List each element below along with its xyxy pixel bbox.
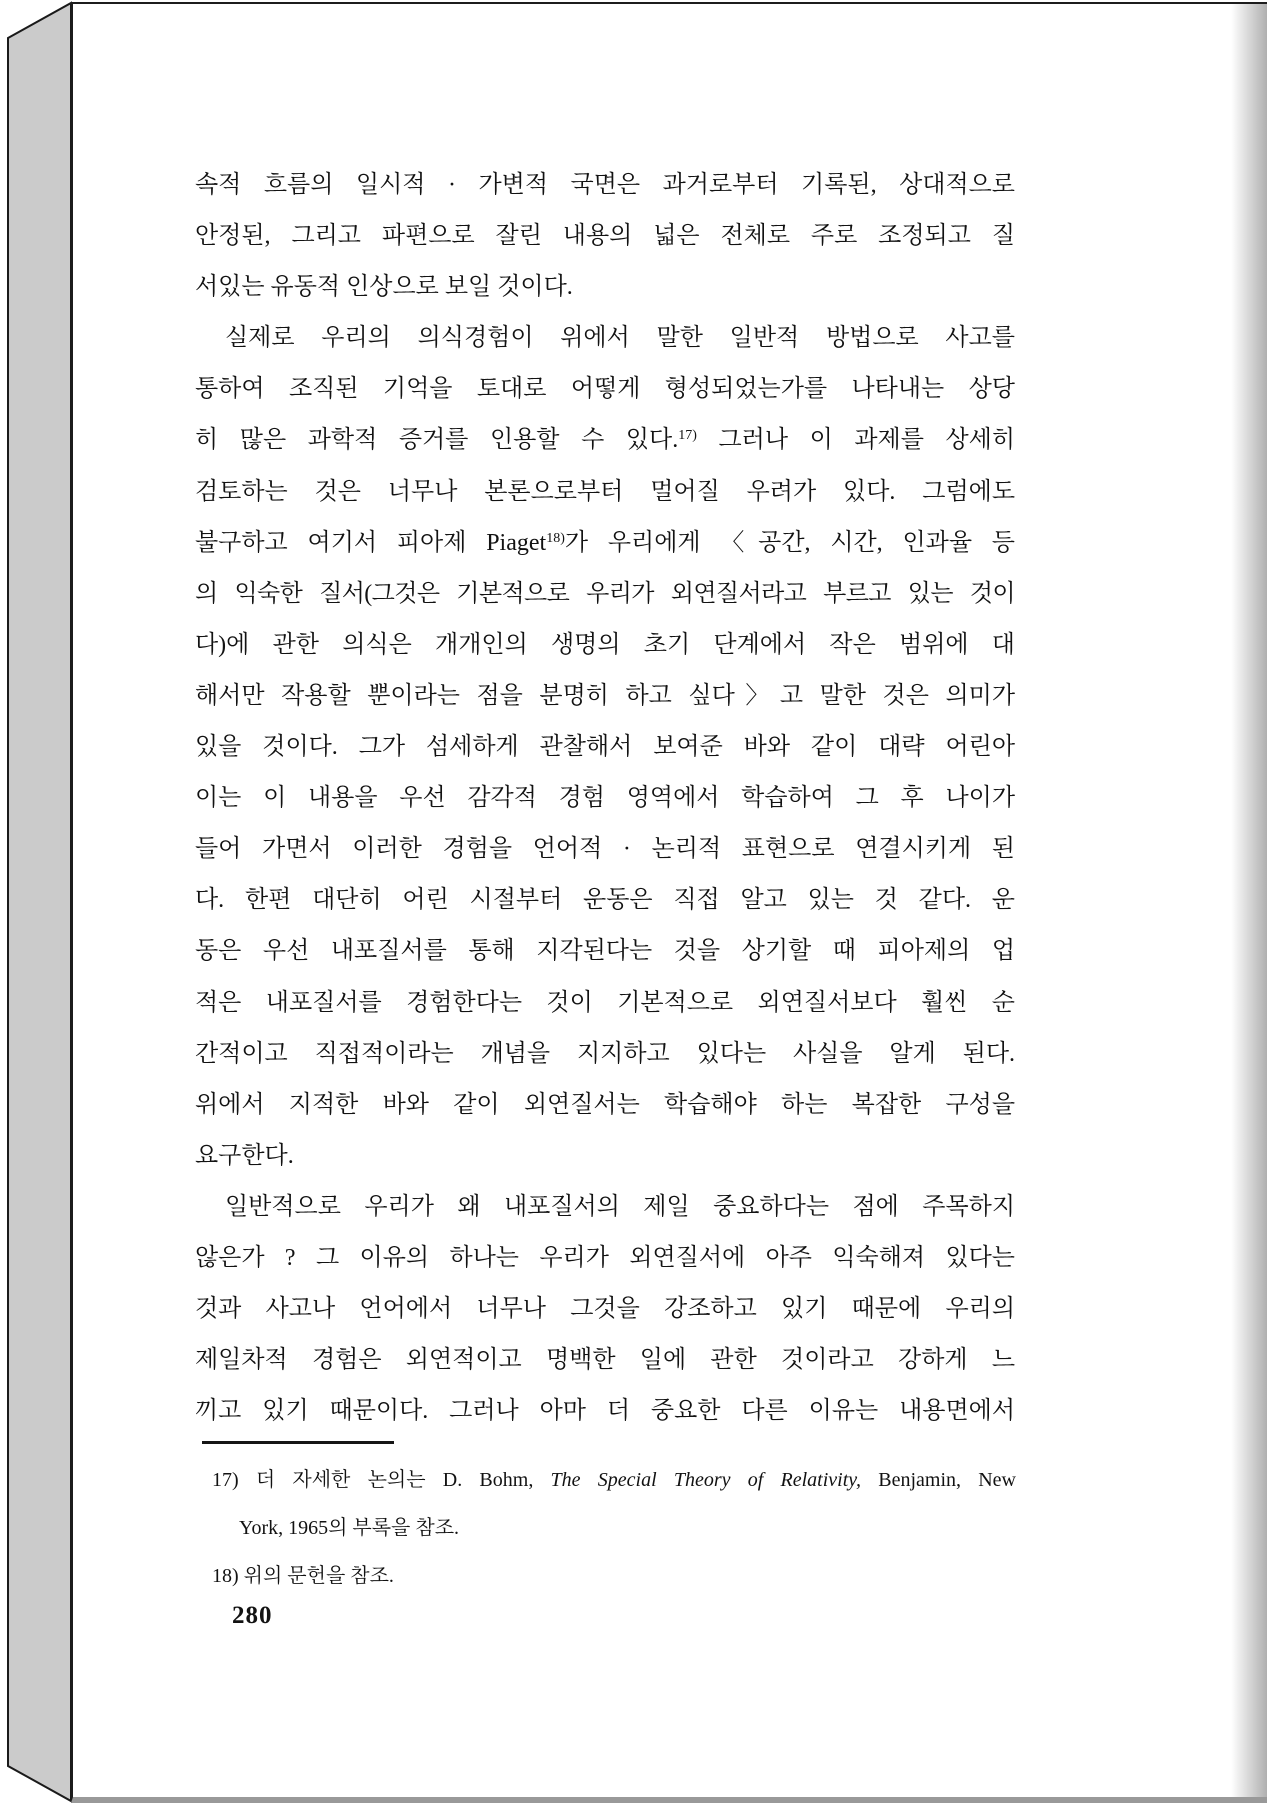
- text-line: 적은 내포질서를 경험한다는 것이 기본적으로 외연질서보다 훨씬 순: [195, 989, 1015, 1016]
- text-line: 히 많은 과학적 증거를 인용할 수 있다.$^{17)}$ 그러나 이 과제를 상세히: [195, 427, 1016, 454]
- text-line: 다)에 관한 의식은 개개인의 생명의 초기 단계에서 작은 범위에 대: [195, 631, 1015, 658]
- book-spine-edge: [0, 0, 80, 1806]
- spine-edge-shape: [8, 3, 71, 1801]
- footnote-rule: [202, 1441, 394, 1444]
- page-number: 280: [232, 1602, 273, 1629]
- text-line: 실제로 우리의 의식경험이 위에서 말한 일반적 방법으로 사고를: [225, 325, 1015, 352]
- text-line: 서있는 유동적 인상으로 보일 것이다.: [195, 274, 573, 301]
- footnote-line: 17) 더 자세한 논의는 D. Bohm, The Special Theory of Relativity, Benjamin, New: [212, 1469, 1016, 1491]
- text-line: 간적이고 직접적이라는 개념을 지지하고 있다는 사실을 알게 된다.: [195, 1040, 1015, 1067]
- footnote-line: 18) 위의 문헌을 참조.: [212, 1565, 394, 1587]
- text-line: 끼고 있기 때문이다. 그러나 아마 더 중요한 다른 이유는 내용면에서: [195, 1398, 1015, 1425]
- text-line: 안정된, 그리고 파편으로 잘린 내용의 넓은 전체로 주로 조정되고 질: [195, 223, 1015, 250]
- text-line: 일반적으로 우리가 왜 내포질서의 제일 중요하다는 점에 주목하지: [225, 1193, 1015, 1220]
- text-line: 검토하는 것은 너무나 본론으로부터 멀어질 우려가 있다. 그럼에도: [195, 478, 1015, 505]
- text-line: 이는 이 내용을 우선 감각적 경험 영역에서 학습하여 그 후 나이가: [195, 785, 1015, 812]
- footnotes: [212, 1456, 1016, 1600]
- emphasis-dotted-word: 학습하여: [741, 785, 834, 812]
- text-line: 제일차적 경험은 외연적이고 명백한 일에 관한 것이라고 강하게 느: [195, 1347, 1015, 1374]
- footnote-ref: 17): [678, 428, 697, 444]
- text-line: 해서만 작용할 뿐이라는 점을 분명히 하고 싶다〉고 말한 것은 의미가: [195, 682, 1015, 709]
- text-line: 다. 한편 대단히 어린 시절부터 운동은 직접 알고 있는 것 같다. 운: [195, 887, 1015, 914]
- body-text: [195, 160, 1015, 1437]
- italic-title: The Special Theory of Relativity,: [550, 1469, 862, 1491]
- footnote-line: York, 1965의 부록을 참조.: [239, 1517, 460, 1539]
- text-line: 들어 가면서 이러한 경험을 언어적 · 논리적 표현으로 연결시키게 된: [195, 836, 1015, 863]
- text-line: 통하여 조직된 기억을 토대로 어떻게 형성되었는가를 나타내는 상당: [195, 376, 1015, 403]
- page-edge-shade: [1231, 4, 1267, 1797]
- text-line: 의 익숙한 질서(그것은 기본적으로 우리가 외연질서라고 부르고 있는 것이: [195, 580, 1015, 607]
- text-line: 위에서 지적한 바와 같이 외연질서는 학습해야 하는 복잡한 구성을: [195, 1091, 1015, 1118]
- text-line: 동은 우선 내포질서를 통해 지각된다는 것을 상기할 때 피아제의 업: [195, 938, 1015, 965]
- page-sheet: [71, 2, 1267, 1803]
- footnote-ref: 18): [546, 530, 565, 546]
- text-line: 불구하고 여기서 피아제 Piaget$^{18)}$가 우리에게 〈공간, 시간, 인과율 등: [195, 529, 1015, 556]
- text-line: 것과 사고나 언어에서 너무나 그것을 강조하고 있기 때문에 우리의: [195, 1296, 1015, 1323]
- text-line: 있을 것이다. 그가 섬세하게 관찰해서 보여준 바와 같이 대략 어린아: [195, 734, 1015, 761]
- text-line: 속적 흐름의 일시적 · 가변적 국면은 과거로부터 기록된, 상대적으로: [195, 172, 1015, 198]
- text-line: 요구한다.: [195, 1142, 294, 1169]
- text-line: 않은가 ? 그 이유의 하나는 우리가 외연질서에 아주 익숙해져 있다는: [195, 1244, 1015, 1271]
